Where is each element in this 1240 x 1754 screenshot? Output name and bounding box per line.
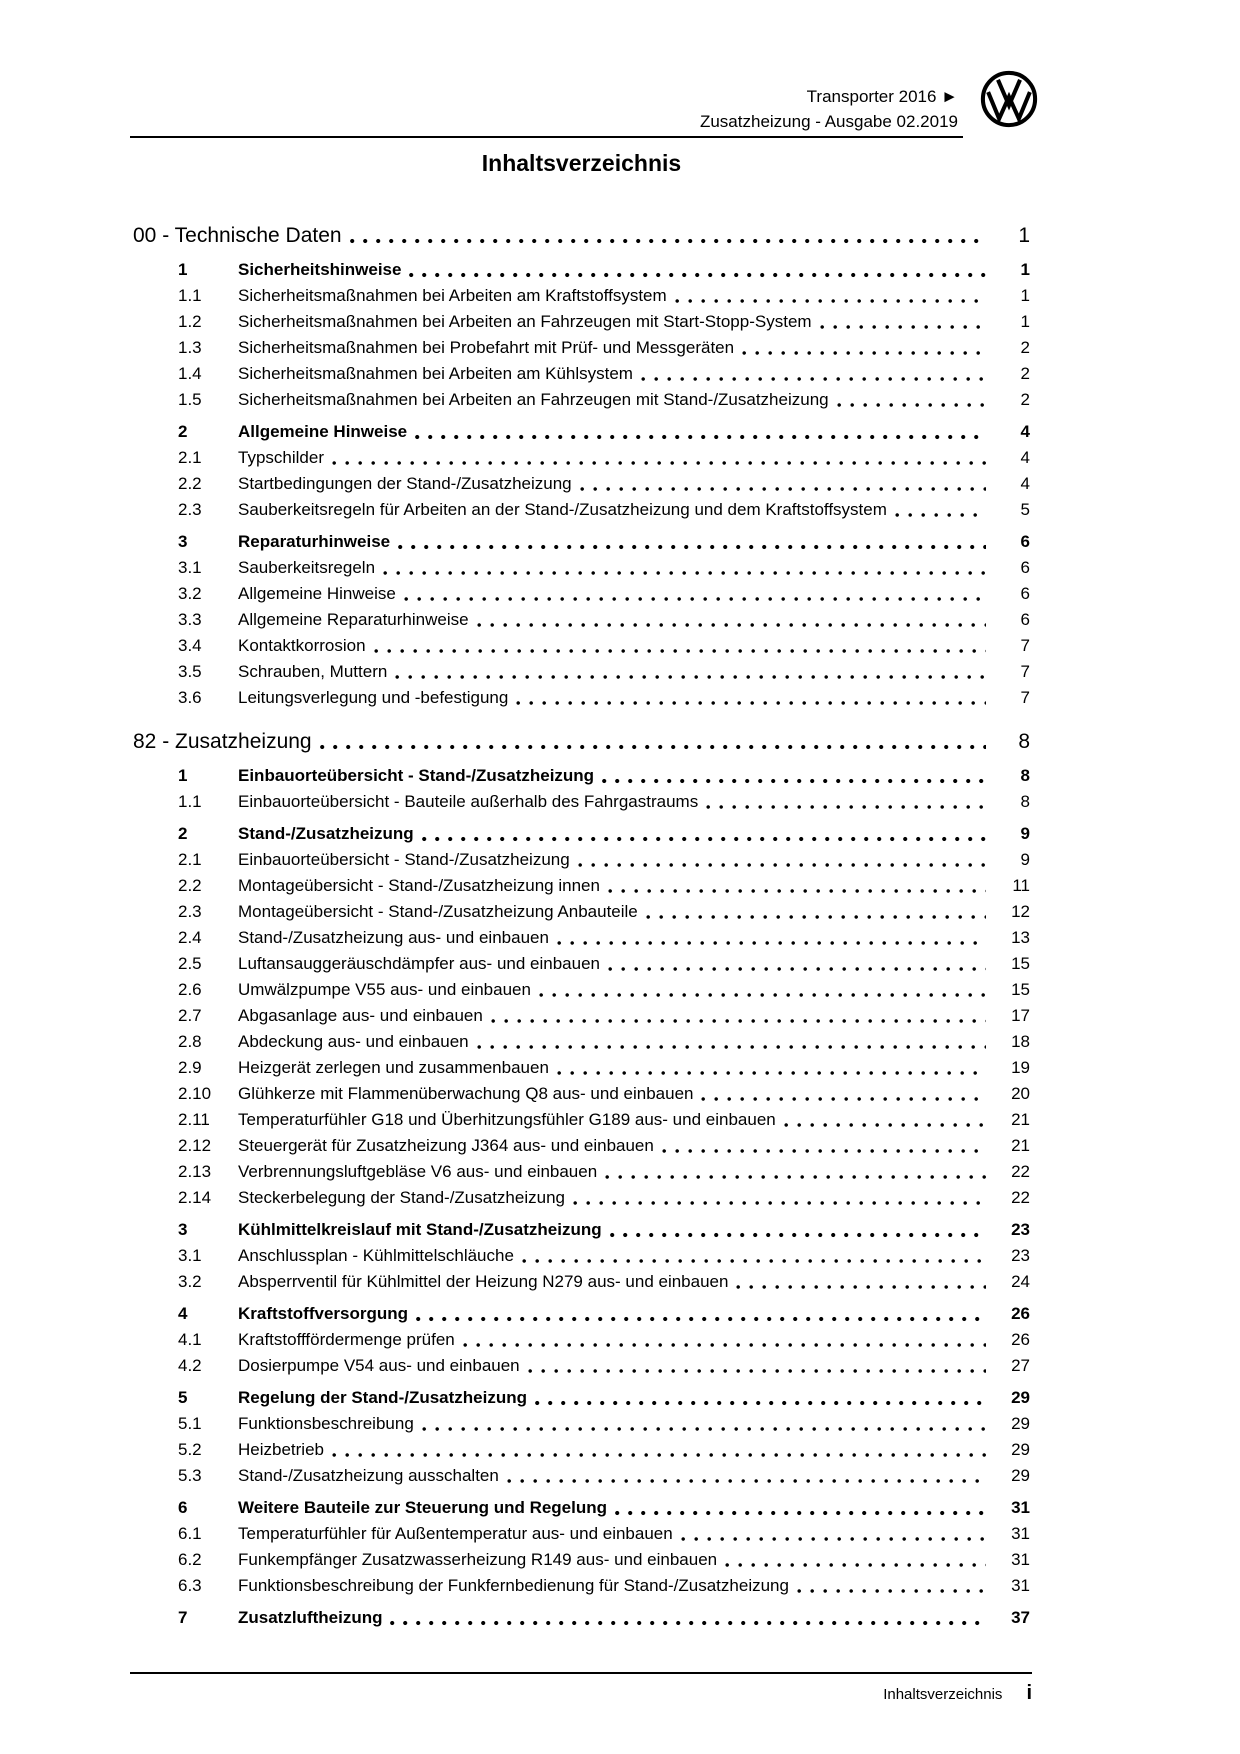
dot-leader xyxy=(557,1070,986,1076)
toc-entry-row[interactable] xyxy=(133,309,1030,335)
toc-entry-number: 5.1 xyxy=(178,1414,202,1433)
toc xyxy=(133,220,1030,1631)
toc-entry-page: 15 xyxy=(1011,980,1030,999)
toc-entry-row[interactable] xyxy=(133,1159,1030,1185)
toc-entry-row[interactable] xyxy=(133,387,1030,413)
toc-entry-title: Sicherheitsmaßnahmen bei Probefahrt mit Prüf- und Messgeräten xyxy=(238,338,735,357)
toc-entry-page: 11 xyxy=(1012,876,1030,895)
toc-chapter-row[interactable] xyxy=(133,726,1030,757)
dot-leader xyxy=(535,1400,986,1406)
dot-leader xyxy=(477,1044,986,1050)
toc-entry-title: Anschlussplan - Kühlmittelschläuche xyxy=(238,1246,514,1265)
dot-leader xyxy=(578,862,986,868)
toc-entry-title: Allgemeine Hinweise xyxy=(238,422,408,441)
toc-entry-number: 2.3 xyxy=(178,902,202,921)
dot-leader xyxy=(706,804,986,810)
toc-entry-number: 2.1 xyxy=(178,850,202,869)
toc-entry-title: Stand-/Zusatzheizung aus- und einbauen xyxy=(238,928,549,947)
toc-entry-title: Startbedingungen der Stand-/Zusatzheizung xyxy=(238,474,572,493)
toc-entry-row[interactable] xyxy=(133,847,1030,873)
dot-leader xyxy=(422,1426,986,1432)
toc-entry-page: 5 xyxy=(1020,500,1030,519)
dot-leader xyxy=(837,402,986,408)
dot-leader xyxy=(390,1620,986,1626)
toc-chapter-label: 82 - Zusatzheizung xyxy=(133,730,312,753)
toc-entry-title: Heizbetrieb xyxy=(238,1440,324,1459)
toc-entry-page: 23 xyxy=(1011,1246,1030,1265)
dot-leader xyxy=(602,778,986,784)
toc-entry-title: Luftansauggeräuschdämpfer aus- und einbauen xyxy=(238,954,600,973)
toc-entry-page: 37 xyxy=(1011,1608,1030,1627)
toc-entry-row[interactable] xyxy=(133,1385,1030,1411)
toc-entry-page: 29 xyxy=(1011,1414,1030,1433)
toc-entry-row[interactable] xyxy=(133,1521,1030,1547)
toc-entry-number: 7 xyxy=(178,1608,188,1627)
dot-leader xyxy=(820,324,986,330)
toc-entry-title: Sicherheitsmaßnahmen bei Arbeiten am Kraftstoffsystem xyxy=(238,286,667,305)
toc-entry-number: 2.11 xyxy=(178,1110,210,1129)
toc-entry-page: 1 xyxy=(1020,312,1030,331)
toc-entry-title: Sauberkeitsregeln xyxy=(238,558,376,577)
dot-leader xyxy=(725,1562,986,1568)
toc-entry-page: 9 xyxy=(1020,850,1030,869)
toc-entry-number: 3 xyxy=(178,532,188,551)
toc-entry-page: 8 xyxy=(1020,792,1030,811)
toc-entry-title: Steckerbelegung der Stand-/Zusatzheizung xyxy=(238,1188,565,1207)
toc-entry-row[interactable] xyxy=(133,1301,1030,1327)
dot-leader xyxy=(332,460,986,466)
toc-entry-page: 6 xyxy=(1020,584,1030,603)
footer-label: Inhaltsverzeichnis xyxy=(883,1686,1003,1703)
toc-entry-title: Stand-/Zusatzheizung ausschalten xyxy=(238,1466,499,1485)
toc-entry-row[interactable] xyxy=(133,283,1030,309)
toc-entry-number: 6.3 xyxy=(178,1576,202,1595)
toc-entry-page: 26 xyxy=(1011,1304,1030,1323)
dot-leader xyxy=(409,272,986,278)
header-divider xyxy=(130,136,963,138)
toc-entry-page: 21 xyxy=(1011,1136,1030,1155)
toc-entry-number: 1.1 xyxy=(178,286,202,305)
toc-entry-title: Kraftstofffördermenge prüfen xyxy=(238,1330,455,1349)
toc-entry-page: 15 xyxy=(1011,954,1030,973)
toc-entry-page: 22 xyxy=(1011,1162,1030,1181)
toc-entry-row[interactable] xyxy=(133,685,1030,711)
toc-entry-page: 31 xyxy=(1011,1498,1030,1517)
dot-leader xyxy=(320,744,986,750)
toc-entry-page: 6 xyxy=(1020,610,1030,629)
toc-entry-number: 2.13 xyxy=(178,1162,212,1181)
toc-entry-page: 18 xyxy=(1011,1032,1030,1051)
header-model-line: Transporter 2016 ► xyxy=(806,87,958,106)
dot-leader xyxy=(608,888,986,894)
toc-entry-number: 1.1 xyxy=(178,792,202,811)
toc-entry-number: 2.10 xyxy=(178,1084,212,1103)
toc-entry-row[interactable] xyxy=(133,1185,1030,1211)
toc-entry-row[interactable] xyxy=(133,1605,1030,1631)
toc-entry-page: 31 xyxy=(1011,1524,1030,1543)
toc-entry-page: 1 xyxy=(1020,286,1030,305)
toc-entry-row[interactable] xyxy=(133,1055,1030,1081)
toc-entry-row[interactable] xyxy=(133,1495,1030,1521)
toc-entry-number: 1 xyxy=(178,766,188,785)
toc-entry-row[interactable] xyxy=(133,529,1030,555)
toc-entry-number: 2.14 xyxy=(178,1188,212,1207)
toc-entry-row[interactable] xyxy=(133,821,1030,847)
dot-leader xyxy=(615,1510,986,1516)
toc-entry-row[interactable] xyxy=(133,951,1030,977)
toc-entry-title: Abdeckung aus- und einbauen xyxy=(238,1032,469,1051)
toc-entry-number: 6.2 xyxy=(178,1550,202,1569)
toc-entry-page: 4 xyxy=(1020,448,1030,467)
toc-entry-title: Sauberkeitsregeln für Arbeiten an der Stand-/Zusatzheizung und dem Kraftstoffsystem xyxy=(238,500,887,519)
toc-entry-number: 5 xyxy=(178,1388,188,1407)
toc-entry-row[interactable] xyxy=(133,873,1030,899)
toc-entry-row[interactable] xyxy=(133,977,1030,1003)
page-title: Inhaltsverzeichnis xyxy=(481,150,682,176)
toc-entry-number: 3.4 xyxy=(178,636,202,655)
toc-entry-page: 7 xyxy=(1020,662,1030,681)
toc-entry-title: Kontaktkorrosion xyxy=(238,636,366,655)
toc-entry-number: 3.1 xyxy=(178,1246,202,1265)
toc-entry-page: 27 xyxy=(1011,1356,1030,1375)
toc-entry-row[interactable] xyxy=(133,925,1030,951)
toc-entry-number: 5.2 xyxy=(178,1440,202,1459)
toc-entry-title: Leitungsverlegung und -befestigung xyxy=(238,688,509,707)
toc-entry-number: 2.3 xyxy=(178,500,202,519)
toc-entry-title: Verbrennungsluftgebläse V6 aus- und einbauen xyxy=(238,1162,598,1181)
toc-entry-title: Einbauorteübersicht - Stand-/Zusatzheizung xyxy=(238,850,570,869)
toc-entry-page: 26 xyxy=(1011,1330,1030,1349)
toc-entry-number: 2.7 xyxy=(178,1006,202,1025)
dot-leader xyxy=(646,914,986,920)
toc-entry-row[interactable] xyxy=(133,789,1030,815)
toc-entry-page: 2 xyxy=(1020,364,1030,383)
dot-leader xyxy=(701,1096,986,1102)
toc-entry-page: 12 xyxy=(1011,902,1030,921)
toc-entry-row[interactable] xyxy=(133,1133,1030,1159)
toc-entry-title: Montageübersicht - Stand-/Zusatzheizung Anbauteile xyxy=(238,902,638,921)
toc-entry-number: 2 xyxy=(178,824,188,843)
toc-entry-page: 23 xyxy=(1011,1220,1030,1239)
toc-entry-number: 4.2 xyxy=(178,1356,202,1375)
toc-entry-number: 3.2 xyxy=(178,1272,202,1291)
toc-entry-number: 2.5 xyxy=(178,954,202,973)
toc-entry-page: 7 xyxy=(1020,636,1030,655)
toc-entry-row[interactable] xyxy=(133,1269,1030,1295)
toc-entry-title: Kühlmittelkreislauf mit Stand-/Zusatzheizung xyxy=(238,1220,602,1239)
toc-entry-row[interactable] xyxy=(133,1029,1030,1055)
toc-entry-page: 17 xyxy=(1011,1006,1030,1025)
dot-leader xyxy=(573,1200,986,1206)
toc-entry-page: 31 xyxy=(1011,1550,1030,1569)
toc-entry-number: 1.3 xyxy=(178,338,202,357)
toc-entry-page: 4 xyxy=(1020,474,1030,493)
toc-entry-number: 4.1 xyxy=(178,1330,202,1349)
dot-leader xyxy=(522,1258,986,1264)
toc-entry-number: 3.2 xyxy=(178,584,202,603)
toc-chapter-page: 1 xyxy=(1018,224,1030,247)
toc-entry-row[interactable] xyxy=(133,1353,1030,1379)
toc-entry-page: 31 xyxy=(1011,1576,1030,1595)
toc-entry-row[interactable] xyxy=(133,607,1030,633)
toc-entry-page: 7 xyxy=(1020,688,1030,707)
dot-leader xyxy=(784,1122,986,1128)
dot-leader xyxy=(350,238,986,244)
dot-leader xyxy=(332,1452,986,1458)
toc-entry-row[interactable] xyxy=(133,555,1030,581)
toc-entry-row[interactable] xyxy=(133,445,1030,471)
toc-entry-page: 4 xyxy=(1020,422,1030,441)
toc-entry-row[interactable] xyxy=(133,497,1030,523)
dot-leader xyxy=(415,434,986,440)
dot-leader xyxy=(416,1316,986,1322)
toc-entry-title: Absperrventil für Kühlmittel der Heizung N279 aus- und einbauen xyxy=(238,1272,729,1291)
toc-chapter-page: 8 xyxy=(1018,730,1030,753)
dot-leader xyxy=(736,1284,986,1290)
dot-leader xyxy=(662,1148,986,1154)
dot-leader xyxy=(608,966,986,972)
toc-entry-page: 9 xyxy=(1020,824,1030,843)
dot-leader xyxy=(491,1018,986,1024)
toc-chapter-row[interactable] xyxy=(133,220,1030,251)
toc-entry-number: 2.9 xyxy=(178,1058,202,1077)
dot-leader xyxy=(610,1232,986,1238)
dot-leader xyxy=(675,298,986,304)
toc-entry-row[interactable] xyxy=(133,471,1030,497)
toc-entry-number: 2.2 xyxy=(178,876,202,895)
toc-entry-row[interactable] xyxy=(133,257,1030,283)
dot-leader xyxy=(516,700,986,706)
footer-page-number: i xyxy=(1026,1682,1032,1704)
toc-entry-page: 2 xyxy=(1020,338,1030,357)
toc-entry-title: Zusatzluftheizung xyxy=(238,1608,383,1627)
toc-entry-title: Heizgerät zerlegen und zusammenbauen xyxy=(238,1058,549,1077)
toc-entry-title: Reparaturhinweise xyxy=(238,532,391,551)
toc-entry-page: 6 xyxy=(1020,532,1030,551)
toc-entry-row[interactable] xyxy=(133,1107,1030,1133)
toc-entry-page: 1 xyxy=(1020,260,1030,279)
dot-leader xyxy=(641,376,986,382)
toc-entry-title: Regelung der Stand-/Zusatzheizung xyxy=(238,1388,528,1407)
toc-entry-number: 1.2 xyxy=(178,312,202,331)
page-footer xyxy=(133,1680,1032,1708)
toc-entry-page: 20 xyxy=(1011,1084,1030,1103)
dot-leader xyxy=(557,940,986,946)
toc-entry-page: 21 xyxy=(1011,1110,1030,1129)
toc-entry-number: 3.3 xyxy=(178,610,202,629)
toc-entry-row[interactable] xyxy=(133,1573,1030,1599)
dot-leader xyxy=(398,544,986,550)
toc-entry-title: Steuergerät für Zusatzheizung J364 aus- und einbauen xyxy=(238,1136,654,1155)
toc-entry-number: 2.12 xyxy=(178,1136,212,1155)
toc-entry-row[interactable] xyxy=(133,659,1030,685)
toc-entry-number: 1.4 xyxy=(178,364,202,383)
dot-leader xyxy=(797,1588,986,1594)
toc-entry-number: 2.4 xyxy=(178,928,202,947)
toc-entry-row[interactable] xyxy=(133,1463,1030,1489)
dot-leader xyxy=(539,992,986,998)
toc-entry-title: Sicherheitsmaßnahmen bei Arbeiten am Kühlsystem xyxy=(238,364,633,383)
toc-entry-number: 6.1 xyxy=(178,1524,202,1543)
toc-entry-number: 4 xyxy=(178,1304,188,1323)
toc-entry-row[interactable] xyxy=(133,1081,1030,1107)
toc-entry-number: 2.1 xyxy=(178,448,202,467)
toc-entry-title: Schrauben, Muttern xyxy=(238,662,388,681)
toc-entry-number: 3.6 xyxy=(178,688,202,707)
toc-chapter xyxy=(133,220,1030,711)
toc-entry-page: 2 xyxy=(1020,390,1030,409)
toc-entry-title: Abgasanlage aus- und einbauen xyxy=(238,1006,483,1025)
toc-entry-row[interactable] xyxy=(133,1437,1030,1463)
toc-entry-title: Dosierpumpe V54 aus- und einbauen xyxy=(238,1356,520,1375)
dot-leader xyxy=(422,836,986,842)
toc-entry-row[interactable] xyxy=(133,633,1030,659)
toc-entry-title: Weitere Bauteile zur Steuerung und Regelung xyxy=(238,1498,608,1517)
toc-entry-page: 29 xyxy=(1011,1388,1030,1407)
toc-entry-number: 2.6 xyxy=(178,980,202,999)
toc-entry-number: 2 xyxy=(178,422,188,441)
toc-entry-row[interactable] xyxy=(133,899,1030,925)
toc-entry-number: 6 xyxy=(178,1498,188,1517)
toc-entry-title: Sicherheitshinweise xyxy=(238,260,402,279)
toc-entry-page: 29 xyxy=(1011,1466,1030,1485)
dot-leader xyxy=(580,486,986,492)
toc-entry-number: 3.5 xyxy=(178,662,202,681)
toc-entry-row[interactable] xyxy=(133,419,1030,445)
toc-entry-row[interactable] xyxy=(133,1243,1030,1269)
toc-entry-page: 22 xyxy=(1011,1188,1030,1207)
footer-divider xyxy=(130,1672,1032,1674)
toc-entry-title: Glühkerze mit Flammenüberwachung Q8 aus- und einbauen xyxy=(238,1084,694,1103)
toc-entry-page: 6 xyxy=(1020,558,1030,577)
toc-entry-row[interactable] xyxy=(133,361,1030,387)
toc-chapter-label: 00 - Technische Daten xyxy=(133,224,342,247)
toc-entry-row[interactable] xyxy=(133,1003,1030,1029)
toc-entry-number: 2.8 xyxy=(178,1032,202,1051)
vw-logo-icon xyxy=(980,70,1038,128)
toc-entry-title: Typschilder xyxy=(238,448,324,467)
toc-entry-row[interactable] xyxy=(133,1217,1030,1243)
toc-entry-title: Funktionsbeschreibung der Funkfernbedienung für Stand-/Zusatzheizung xyxy=(238,1576,789,1595)
toc-entry-number: 5.3 xyxy=(178,1466,202,1485)
toc-entry-row[interactable] xyxy=(133,581,1030,607)
toc-entry-page: 29 xyxy=(1011,1440,1030,1459)
toc-entry-title: Allgemeine Hinweise xyxy=(238,584,396,603)
toc-entry-title: Montageübersicht - Stand-/Zusatzheizung innen xyxy=(238,876,600,895)
header-subtitle-line: Zusatzheizung - Ausgabe 02.2019 xyxy=(699,112,958,131)
toc-entry-title: Sicherheitsmaßnahmen bei Arbeiten an Fahrzeugen mit Stand-/Zusatzheizung xyxy=(238,390,829,409)
toc-entry-title: Allgemeine Reparaturhinweise xyxy=(238,610,469,629)
toc-entry-title: Einbauorteübersicht - Stand-/Zusatzheizung xyxy=(238,766,595,785)
dot-leader xyxy=(605,1174,986,1180)
toc-entry-title: Kraftstoffversorgung xyxy=(238,1304,409,1323)
dot-leader xyxy=(383,570,986,576)
toc-entry-row[interactable] xyxy=(133,763,1030,789)
toc-entry-title: Stand-/Zusatzheizung xyxy=(238,824,414,843)
dot-leader xyxy=(463,1342,986,1348)
toc-entry-page: 24 xyxy=(1011,1272,1030,1291)
toc-entry-title: Funkempfänger Zusatzwasserheizung R149 aus- und einbauen xyxy=(238,1550,718,1569)
toc-entry-number: 3.1 xyxy=(178,558,202,577)
toc-entry-page: 8 xyxy=(1020,766,1030,785)
toc-entry-title: Sicherheitsmaßnahmen bei Arbeiten an Fahrzeugen mit Start-Stopp-System xyxy=(238,312,812,331)
toc-entry-title: Einbauorteübersicht - Bauteile außerhalb des Fahrgastraums xyxy=(238,792,699,811)
dot-leader xyxy=(895,512,986,518)
dot-leader xyxy=(507,1478,986,1484)
toc-entry-row[interactable] xyxy=(133,1411,1030,1437)
dot-leader xyxy=(477,622,986,628)
page-header xyxy=(700,84,958,134)
toc-entry-title: Funktionsbeschreibung xyxy=(238,1414,414,1433)
toc-chapter xyxy=(133,726,1030,1631)
dot-leader xyxy=(395,674,986,680)
toc-entry-page: 19 xyxy=(1011,1058,1030,1077)
dot-leader xyxy=(742,350,986,356)
toc-entry-title: Umwälzpumpe V55 aus- und einbauen xyxy=(238,980,531,999)
toc-entry-number: 1.5 xyxy=(178,390,202,409)
toc-entry-number: 3 xyxy=(178,1220,188,1239)
toc-entry-row[interactable] xyxy=(133,335,1030,361)
toc-entry-row[interactable] xyxy=(133,1327,1030,1353)
dot-leader xyxy=(528,1368,986,1374)
toc-entry-title: Temperaturfühler G18 und Überhitzungsfühler G189 aus- und einbauen xyxy=(238,1110,776,1129)
toc-entry-title: Temperaturfühler für Außentemperatur aus- und einbauen xyxy=(238,1524,673,1543)
toc-entry-number: 2.2 xyxy=(178,474,202,493)
toc-entry-number: 1 xyxy=(178,260,188,279)
dot-leader xyxy=(681,1536,986,1542)
dot-leader xyxy=(404,596,986,602)
toc-entry-row[interactable] xyxy=(133,1547,1030,1573)
toc-entry-page: 13 xyxy=(1011,928,1030,947)
dot-leader xyxy=(374,648,986,654)
